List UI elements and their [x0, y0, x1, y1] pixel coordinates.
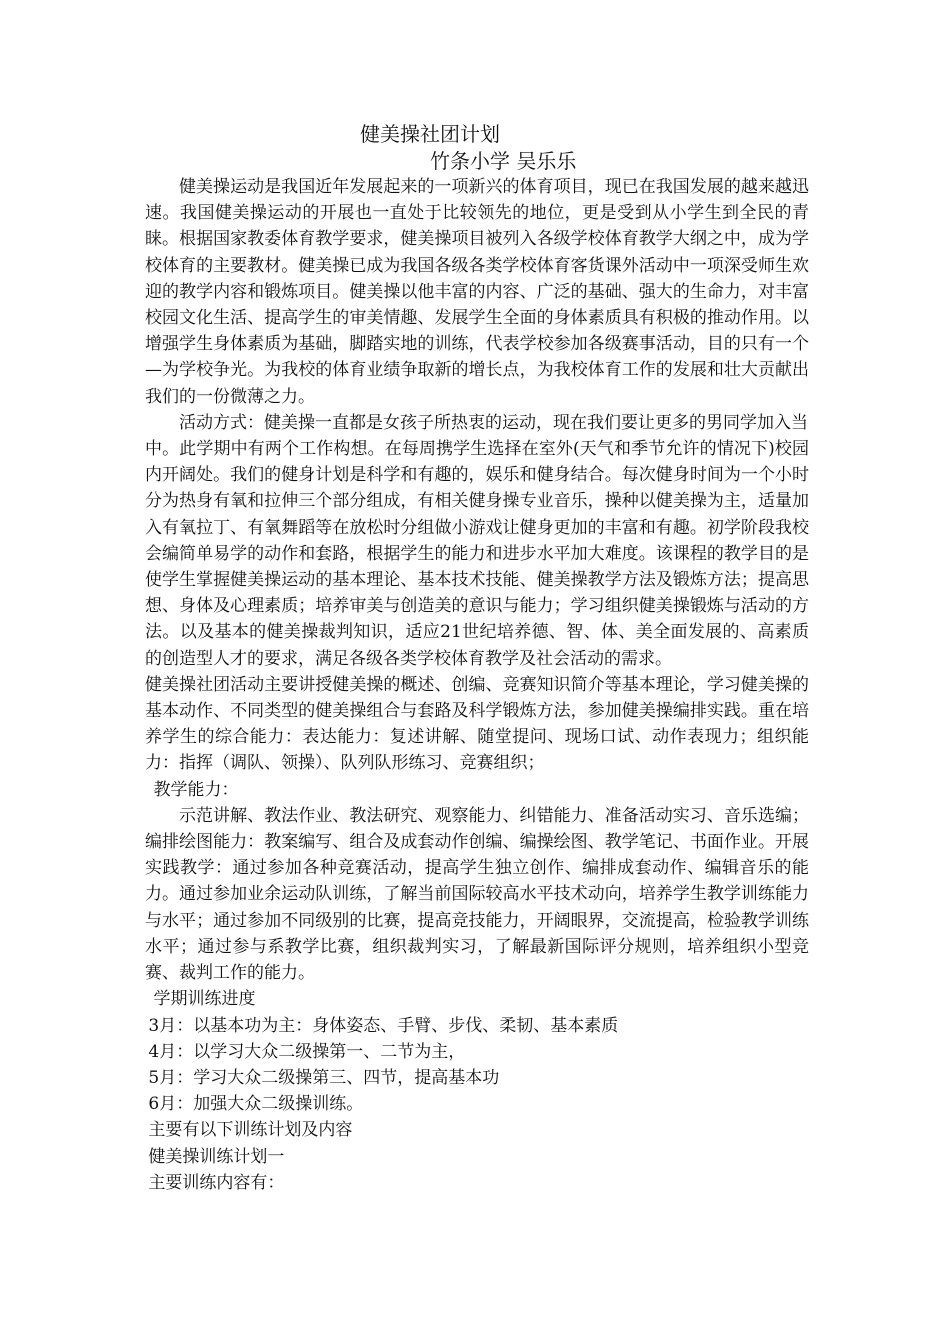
- paragraph-activity-detail: 中。此学期中有两个工作构想。在每周携学生选择在室外(天气和季节允许的情况下)校园内开阔处。我们的健身计划是科学和有趣的，娱乐和健身结合。每次健身时间为一个小时分为热身有氧和拉伸三个部分组成，有相关健身操专业音乐，操种以健美操为主，适量加入有氧拉丁、有氧舞蹈等在放松时分组做小游戏让健身更加的丰富和有趣。初学阶段我校会编简单易学的动作和套路，根据学生的能力和进步水平加大难度。该课程的教学目的是使学生掌握健美操运动的基本理论、基本技术技能、健美操教学方法及锻炼方法；提高思想、身体及心理素质；培养审美与创造美的意识与能力；学习组织健美操锻炼与活动的方法。以及基本的健美操裁判知识，适应21世纪培养德、智、体、美全面发展的、高素质的创造型人才的要求，满足各级各类学校体育教学及社会活动的需求。: [145, 439, 809, 669]
- progress-month-6: 6月：加强大众二级操训练。: [148, 1094, 364, 1115]
- paragraph-intro: 健美操运动是我国近年发展起来的一项新兴的体育项目，现已在我国发展的越来越迅速。我国健美操运动的开展也一直处于比较领先的地位，更是受到从小学生到全民的青睐。根据国家教委体育教学要求，健美操项目被列入各级学校体育教学大纲之中，成为学校体育的主要教材。健美操已成为我国各级各类学校体育客货课外活动中一项深受师生欢迎的教学内容和锻炼项目。健美操以他丰富的内容、广泛的基础、强大的生命力，对丰富校园文化生活、提高学生的审美情趣、发展学生全面的身体素质具有积极的推动作用。以增强学生身体素质为基础，脚踏实地的训练，代表学校参加各级赛事活动，目的只有一个—为学校争光。为我校的体育业绩争取新的增长点，为我校体育工作的发展和壮大贡献出我们的一份微薄之力。: [145, 177, 809, 407]
- plan-content-label: 主要训练内容有：: [148, 1172, 285, 1193]
- progress-title: 学期训练进度: [153, 989, 256, 1010]
- paragraph-club-content: 健美操社团活动主要讲授健美操的概述、创编、竞赛知识简介等基本理论，学习健美操的基本动作、不同类型的健美操组合与套路及科学锻炼方法，参加健美操编排实践。重在培养学生的综合能力：表达能力：复述讲解、随堂提问、现场口试、动作表现力；组织能力：指挥（调队、领操）、队列队形练习、竞赛组织；: [145, 674, 809, 774]
- progress-month-5: 5月：学习大众二级操第三、四节，提高基本功: [148, 1067, 500, 1088]
- progress-month-4: 4月：以学习大众二级操第一、二节为主，: [148, 1041, 466, 1062]
- paragraph-teaching-ability: 示范讲解、教法作业、教法研究、观察能力、纠错能力、准备活动实习、音乐选编；编排绘图能力：教案编写、组合及成套动作创编、编操绘图、教学笔记、书面作业。开展实践教学：通过参加各种竞赛活动，提高学生独立创作、编排成套动作、编辑音乐的能力。通过参加业余运动队训练，了解当前国际较高水平技术动向，培养学生教学训练能力与水平；通过参加不同级别的比赛，提高竞技能力，开阔眼界，交流提高，检验教学训练水平；通过参与系教学比赛，组织裁判实习，了解最新国际评分规则，培养组织小型竞赛、裁判工作的能力。: [145, 805, 809, 984]
- document-title: 健美操社团计划: [360, 122, 500, 146]
- document-body: [145, 174, 809, 1196]
- plan-one-title: 健美操训练计划一: [148, 1146, 285, 1167]
- paragraph-activity-method: 活动方式：健美操一直都是女孩子所热衷的运动，现在我们要让更多的男同学加入当: [179, 412, 808, 433]
- paragraph-teaching-ability-label: 教学能力：: [153, 779, 239, 800]
- progress-month-3: 3月：以基本功为主：身体姿态、手臂、步伐、柔韧、基本素质: [148, 1015, 619, 1036]
- plan-intro: 主要有以下训练计划及内容: [148, 1120, 353, 1141]
- document-author: 竹条小学 吴乐乐: [430, 149, 577, 173]
